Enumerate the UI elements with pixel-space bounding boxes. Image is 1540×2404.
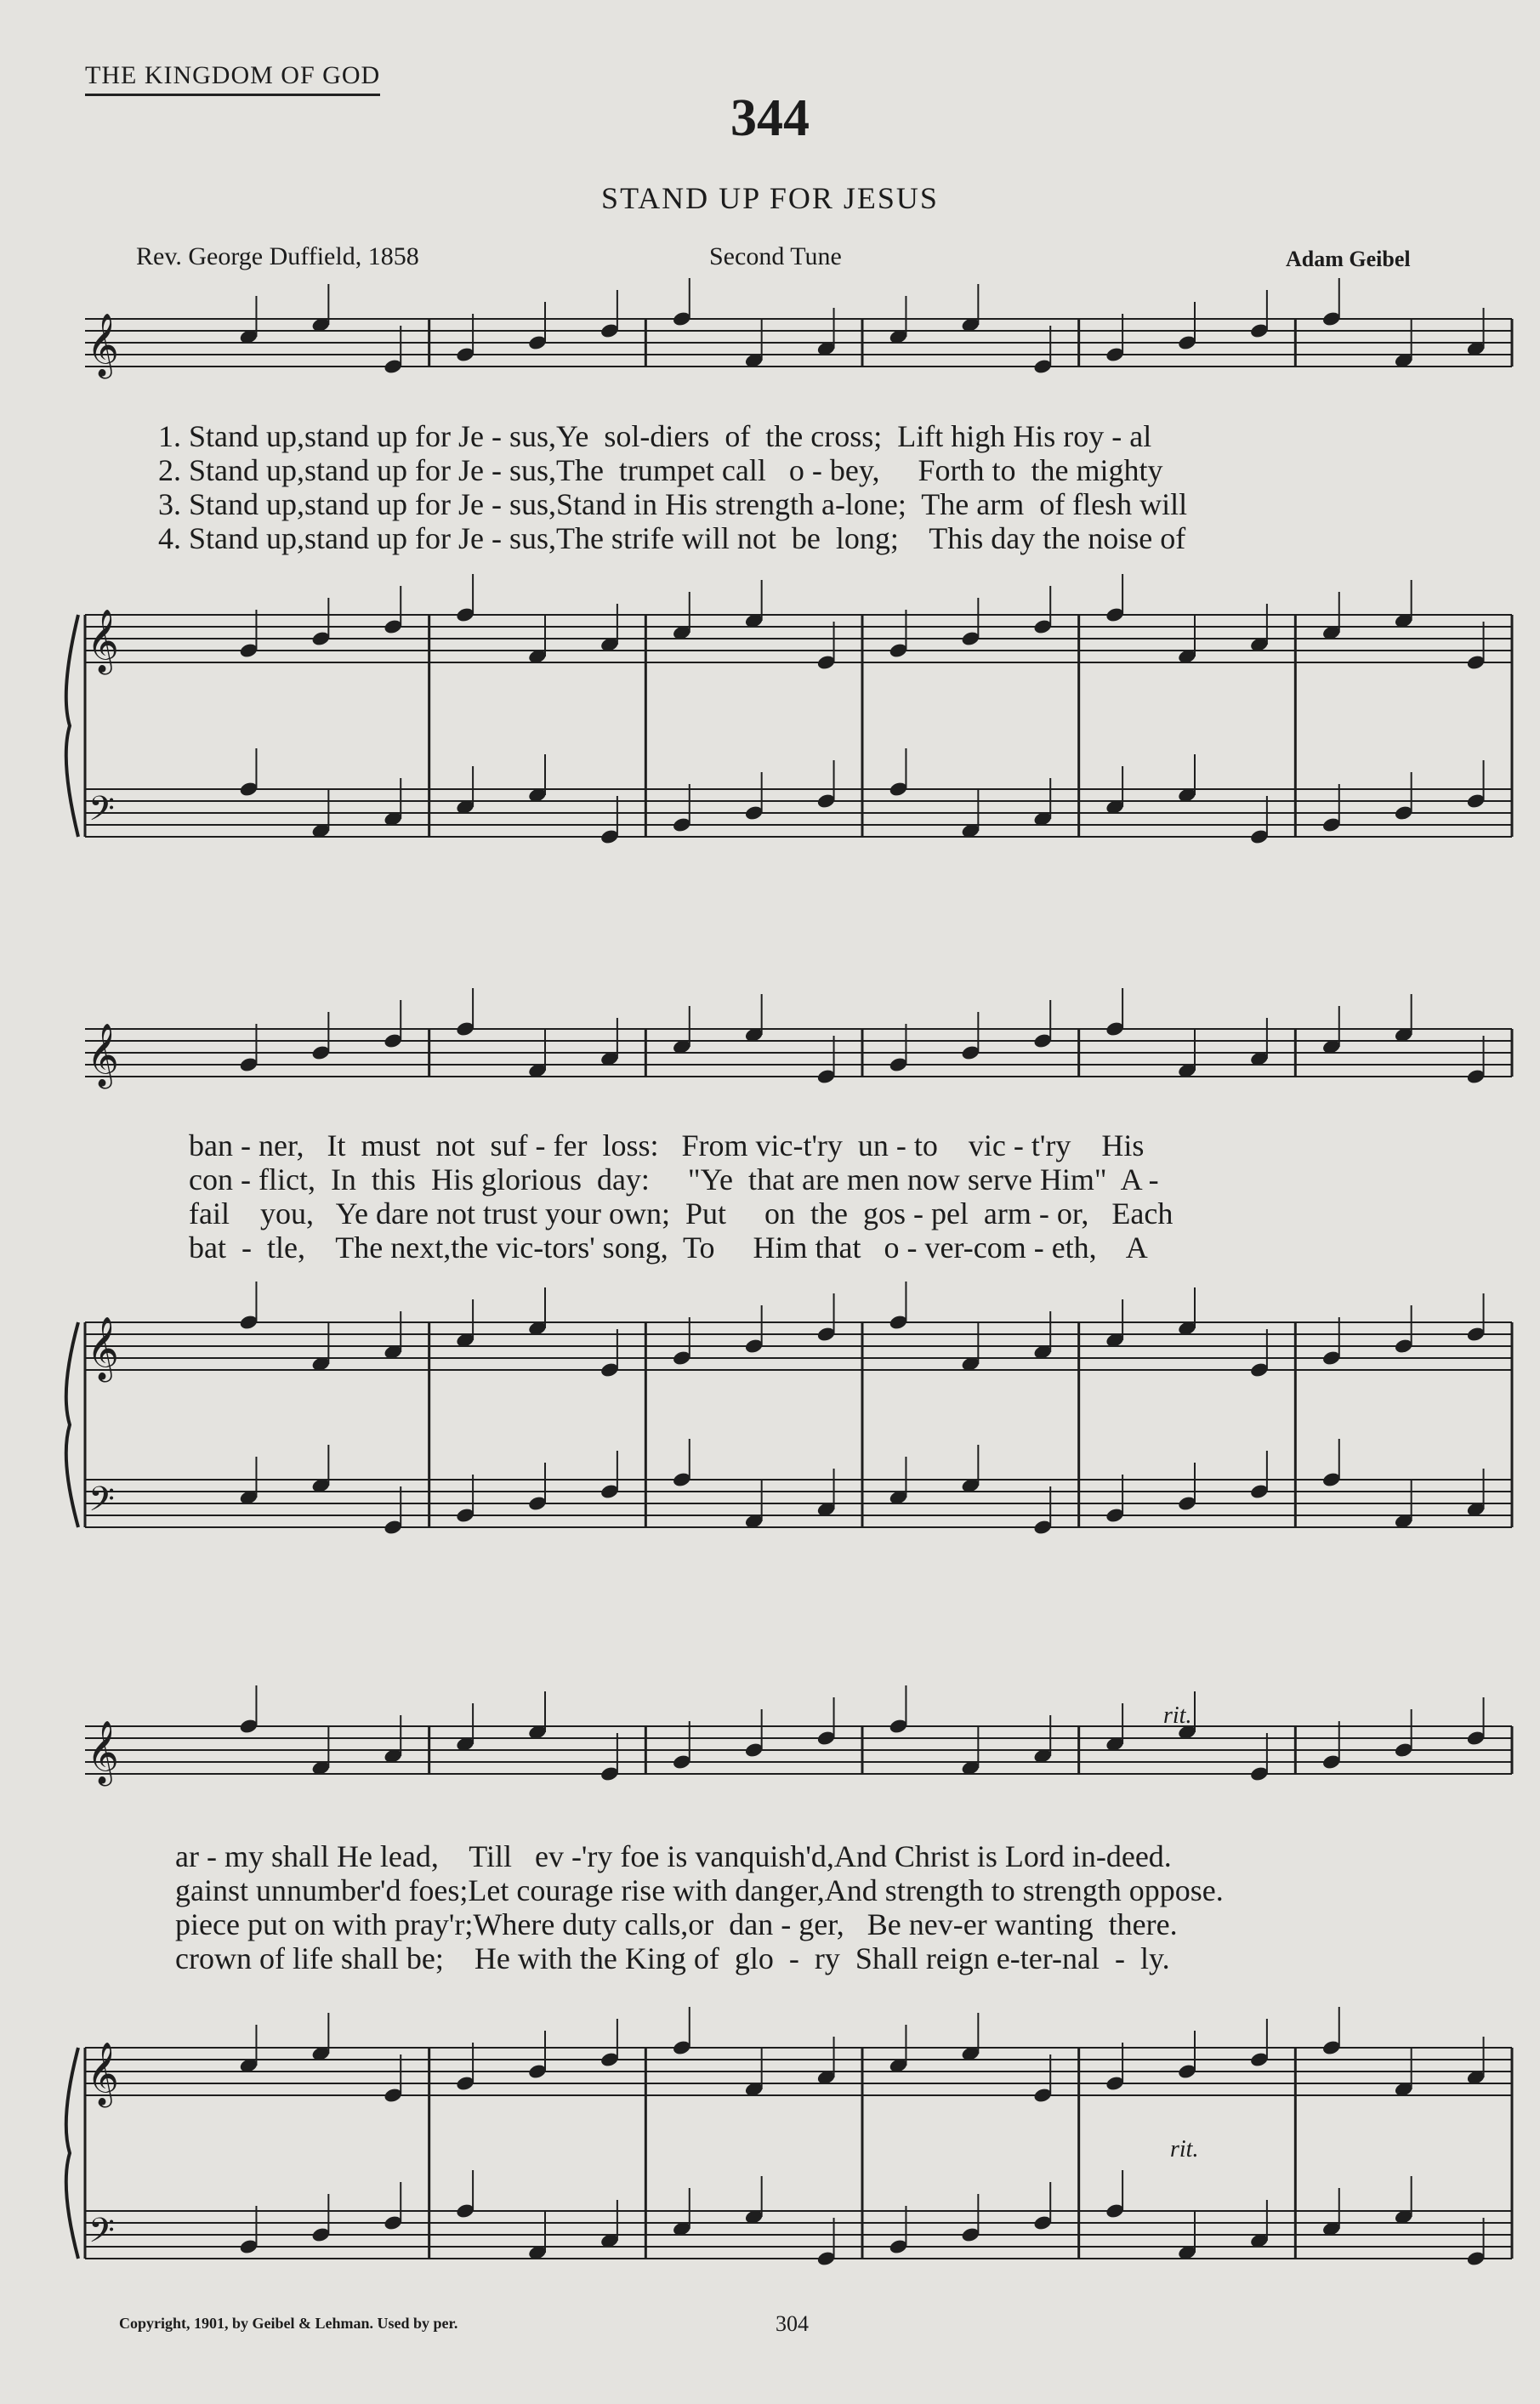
tempo-mark-rit: rit. — [1170, 2136, 1199, 2162]
lyric-line: 1. Stand up,stand up for Je - sus,Ye sol-diers of the cross; Lift high His roy - al — [158, 419, 1152, 453]
bass-clef: 𝄢 — [88, 789, 115, 837]
treble-clef: 𝄞 — [87, 314, 119, 377]
copyright-notice: Copyright, 1901, by Geibel & Lehman. Used by per. — [119, 2315, 458, 2332]
treble-clef: 𝄞 — [87, 1317, 119, 1380]
lyric-line: con - flict, In this His glorious day: "Ye that are men now serve Him" A - — [189, 1162, 1159, 1196]
lyric-line: ar - my shall He lead, Till ev -'ry foe is vanquish'd,And Christ is Lord in-deed. — [175, 1839, 1172, 1873]
lyric-line: 2. Stand up,stand up for Je - sus,The trumpet call o - bey, Forth to the mighty — [158, 453, 1163, 487]
tempo-mark-rit: rit. — [1163, 1702, 1192, 1729]
treble-clef: 𝄞 — [87, 2043, 119, 2106]
bass-clef: 𝄢 — [88, 1480, 115, 1527]
brace — [66, 615, 78, 837]
treble-clef: 𝄞 — [87, 610, 119, 673]
lyric-line: fail you, Ye dare not trust your own; Put on the gos - pel arm - or, Each — [189, 1196, 1173, 1230]
lyric-line: 3. Stand up,stand up for Je - sus,Stand in His strength a-lone; The arm of flesh will — [158, 487, 1188, 521]
treble-clef: 𝄞 — [87, 1024, 119, 1087]
brace — [66, 1322, 78, 1527]
hymn-number: 344 — [730, 89, 810, 147]
author-credit: Rev. George Duffield, 1858 — [136, 242, 419, 270]
page-number: 304 — [776, 2311, 809, 2336]
lyric-line: 4. Stand up,stand up for Je - sus,The strife will not be long; This day the noise of — [158, 521, 1186, 555]
lyric-line: bat - tle, The next,the vic-tors' song, To Him that o - ver-com - eth, A — [189, 1230, 1148, 1265]
brace — [66, 2048, 78, 2259]
lyric-line: gainst unnumber'd foes;Let courage rise with danger,And strength to strength oppose. — [175, 1873, 1224, 1907]
bass-clef: 𝄢 — [88, 2211, 115, 2259]
tune-label: Second Tune — [709, 242, 842, 270]
hymn-title: STAND UP FOR JESUS — [601, 181, 939, 215]
treble-clef: 𝄞 — [87, 1721, 119, 1784]
lyric-line: crown of life shall be; He with the King of glo - ry Shall reign e-ter-nal - ly. — [175, 1941, 1170, 1975]
lyric-line: piece put on with pray'r;Where duty calls,or dan - ger, Be nev-er wanting there. — [175, 1907, 1178, 1941]
lyric-line: ban - ner, It must not suf - fer loss: From vic-t'ry un - to vic - t'ry His — [189, 1128, 1145, 1162]
composer-credit: Adam Geibel — [1286, 247, 1411, 271]
section-running-head: THE KINGDOM OF GOD — [85, 61, 380, 96]
